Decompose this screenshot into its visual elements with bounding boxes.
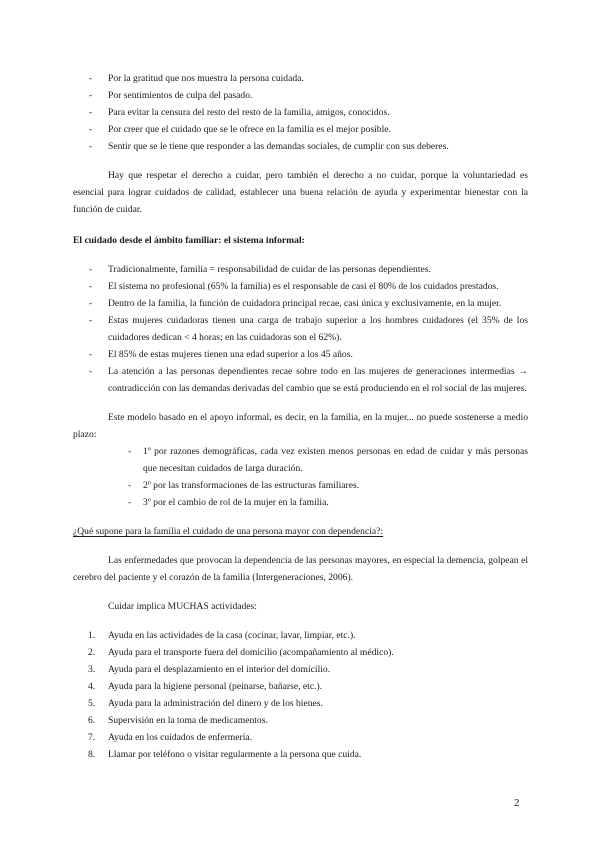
list-item: - Tradicionalmente, familia = responsabilidad de cuidar de las personas dependientes. (73, 261, 528, 278)
list-item: - Estas mujeres cuidadoras tienen una carga de trabajo superior a los hombres cuidadores (el 35% de los cuidadores dedican < 4 horas; en las cuidadoras son el 62%). (73, 312, 528, 346)
item-number: 3. (88, 664, 96, 675)
list-item: - La atención a las personas dependientes recae sobre todo en las mujeres de generaciones intermedias → contradicción con las demandas derivadas del cambio que se está produciendo en el rol social de las mujeres. (73, 363, 528, 397)
list-item: - 3º por el cambio de rol de la mujer en la familia. (73, 494, 528, 511)
list-item (73, 712, 528, 729)
question-heading: ¿Qué supone para la familia el cuidado de una persona mayor con dependencia?: (73, 526, 384, 537)
item-text: Ayuda para el desplazamiento en el interior del domicilio. (108, 664, 331, 675)
item-text: Ayuda en las actividades de la casa (cocinar, lavar, limpiar, etc.). (108, 630, 356, 641)
item-text: Ayuda para la higiene personal (peinarse, bañarse, etc.). (108, 681, 323, 692)
list-item (73, 695, 528, 712)
item-text: Supervisión en la toma de medicamentos. (108, 715, 268, 726)
section-heading: El cuidado desde el ámbito familiar: el sistema informal: (73, 235, 305, 246)
reasons-list (73, 70, 528, 155)
list-item: - 2º por las transformaciones de las estructuras familiares. (73, 477, 528, 494)
list-item (73, 661, 528, 678)
item-number: 6. (88, 715, 96, 726)
item-number: 7. (88, 732, 96, 743)
list-item: - Dentro de la familia, la función de cuidadora principal recae, casi única y exclusivamente, en la mujer. (73, 295, 528, 312)
list-item: - Por sentimientos de culpa del pasado. (73, 87, 528, 104)
model-reasons-list (73, 443, 528, 511)
list-item: - Por la gratitud que nos muestra la persona cuidada. (73, 70, 528, 87)
page-content (73, 70, 528, 763)
list-item: - Para evitar la censura del resto del resto de la familia, amigos, conocidos. (73, 104, 528, 121)
item-text: Llamar por teléfono o visitar regularmente a la persona que cuida. (108, 749, 362, 760)
page-number: 2 (514, 797, 520, 809)
list-item: - El 85% de estas mujeres tienen una edad superior a los 45 años. (73, 346, 528, 363)
item-number: 2. (88, 647, 96, 658)
paragraph-respect-right: Hay que respetar el derecho a cuidar, pero también el derecho a no cuidar, porque la voluntariedad es esencial para lograr cuidados de calidad, establecer una buena relación de ayuda y experimentar bienestar con la función de cuidar. (73, 170, 528, 215)
list-item: - El sistema no profesional (65% la familia) es el responsable de casi el 80% de los cuidados prestados. (73, 278, 528, 295)
item-text: Ayuda para el transporte fuera del domicilio (acompañamiento al médico). (108, 647, 394, 658)
item-number: 5. (88, 698, 96, 709)
list-item (73, 644, 528, 661)
item-number: 8. (88, 749, 96, 760)
paragraph-diseases: Las enfermedades que provocan la dependencia de las personas mayores, en especial la demencia, golpean el cerebro del paciente y el corazón de la familia (Intergeneraciones, 2006). (73, 555, 528, 583)
list-item (73, 678, 528, 695)
item-number: 4. (88, 681, 96, 692)
paragraph-model: Este modelo basado en el apoyo informal, es decir, en la familia, en la mujer... no puede sostenerse a medio plazo: (73, 412, 528, 440)
list-item: - 1º por razones demográficas, cada vez existen menos personas en edad de cuidar y más personas que necesitan cuidados de larga duración. (73, 443, 528, 477)
list-item: - Sentir que se le tiene que responder a las demandas sociales, de cumplir con sus deberes. (73, 138, 528, 155)
item-number: 1. (88, 630, 96, 641)
activities-list (73, 627, 528, 763)
list-item (73, 746, 528, 763)
paragraph-care-activities: Cuidar implica MUCHAS actividades: (108, 601, 257, 612)
item-text: Ayuda en los cuidados de enfermería. (108, 732, 253, 743)
item-text: Ayuda para la administración del dinero y de los bienes. (108, 698, 323, 709)
list-item: - Por creer que el cuidado que se le ofrece en la familia es el mejor posible. (73, 121, 528, 138)
list-item (73, 627, 528, 644)
list-item (73, 729, 528, 746)
informal-system-list (73, 261, 528, 397)
